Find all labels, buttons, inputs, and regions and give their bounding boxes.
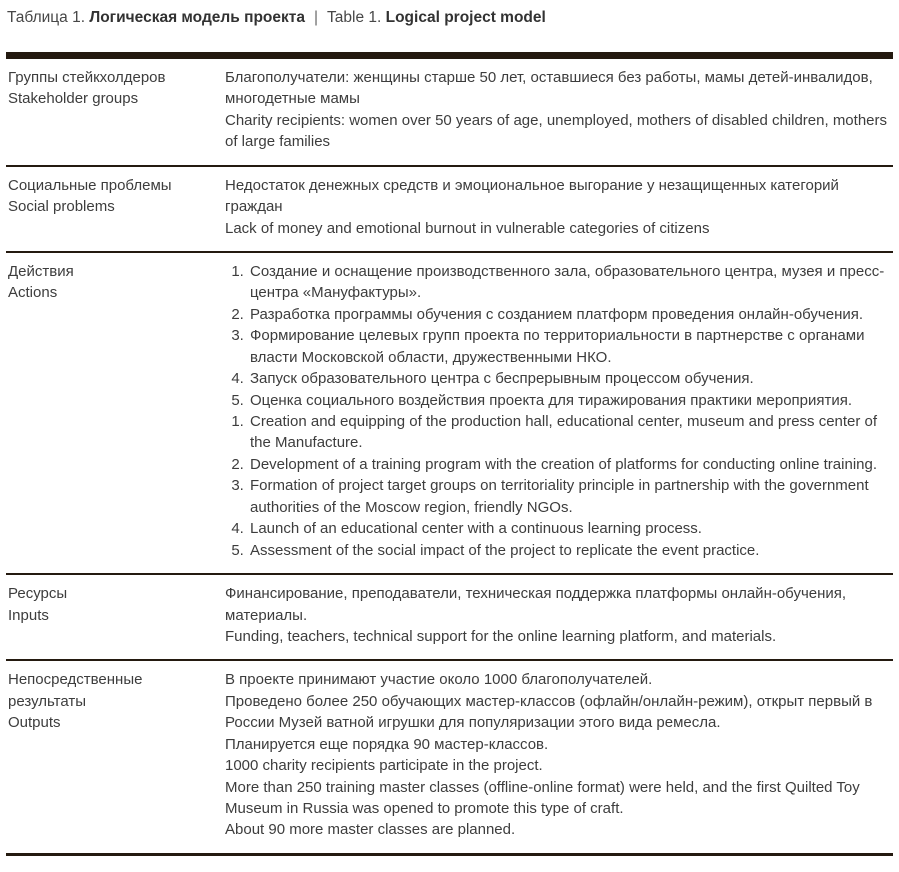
logical-model-table xyxy=(6,52,893,856)
table-row-inputs xyxy=(6,575,893,661)
content-paragraph-en: Lack of money and emotional burnout in vulnerable categories of citizens xyxy=(225,219,710,237)
row-label-cell xyxy=(6,261,225,561)
content-paragraph-ru: Финансирование, преподаватели, техническая поддержка платформы онлайн-обучения, материалы. xyxy=(225,585,847,624)
action-item-ru: 1. Создание и оснащение производственного зала, образовательного центра, музея и пресс-центра «Мануфактуры». xyxy=(248,261,891,304)
row-label-ru: Ресурсы xyxy=(8,585,68,603)
action-item-en: 5. Assessment of the social impact of the project to replicate the event practice. xyxy=(248,540,891,561)
content-paragraph-en: Funding, teachers, technical support for the online learning platform, and materials. xyxy=(225,627,777,645)
row-content-cell xyxy=(225,67,893,153)
caption-ru-title: Логическая модель проекта xyxy=(89,9,305,26)
caption-ru-prefix: Таблица 1. xyxy=(7,9,86,26)
caption-en-title: Logical project model xyxy=(385,9,546,26)
content-paragraph-ru: Недостаток денежных средств и эмоциональное выгорание у незащищенных категорий граждан xyxy=(225,176,839,216)
row-label-ru: Непосредственные результаты xyxy=(8,671,143,710)
caption-en-prefix: Table 1. xyxy=(327,9,382,26)
table-row-outputs xyxy=(6,661,893,856)
row-content-cell xyxy=(225,583,893,647)
row-label-cell xyxy=(6,67,225,153)
content-paragraph-ru: Проведено более 250 обучающих мастер-классов (офлайн/онлайн-режим), открыт первый в России Музей ватной игрушки для популяризации этого вида ремесла. xyxy=(225,692,873,732)
action-item-ru: 5. Оценка социального воздействия проекта для тиражирования практики мероприятия. xyxy=(248,390,891,411)
table-row-actions xyxy=(6,253,893,575)
row-content-cell xyxy=(225,669,893,841)
row-label-en: Social problems xyxy=(8,198,115,216)
actions-list-en xyxy=(225,411,891,561)
row-label-ru: Группы стейкхолдеров xyxy=(8,68,166,86)
content-paragraph-en: 1000 charity recipients participate in the project. xyxy=(225,757,543,775)
table-caption xyxy=(7,8,893,29)
action-item-en: 4. Launch of an educational center with a continuous learning process. xyxy=(248,518,891,539)
action-item-ru: 2. Разработка программы обучения с созданием платформ проведения онлайн-обучения. xyxy=(248,304,891,325)
content-paragraph-ru: Благополучатели: женщины старше 50 лет, оставшиеся без работы, мамы детей-инвалидов, многодетные мамы xyxy=(225,68,873,108)
content-paragraph-ru: В проекте принимают участие около 1000 благополучателей. xyxy=(225,671,653,689)
row-content-cell xyxy=(225,175,893,239)
caption-separator: | xyxy=(313,9,319,26)
row-label-cell xyxy=(6,583,225,647)
action-item-ru: 4. Запуск образовательного центра с беспрерывным процессом обучения. xyxy=(248,368,891,389)
content-paragraph-en: More than 250 training master classes (offline-online format) were held, and the first Quilted Toy Museum in Russia was opened to promote this type of craft. xyxy=(225,778,860,818)
content-paragraph-en: About 90 more master classes are planned. xyxy=(225,821,516,839)
row-label-en: Actions xyxy=(8,284,58,302)
table-row-social-problems xyxy=(6,167,893,253)
table-row-stakeholder-groups xyxy=(6,59,893,167)
actions-list-ru xyxy=(225,261,891,411)
row-label-en: Inputs xyxy=(8,606,49,624)
row-label-en: Outputs xyxy=(8,714,61,732)
content-paragraph-ru: Планируется еще порядка 90 мастер-классов. xyxy=(225,735,549,753)
row-label-en: Stakeholder groups xyxy=(8,90,139,108)
content-paragraph-en: Charity recipients: women over 50 years of age, unemployed, mothers of disabled children, mothers of large families xyxy=(225,111,887,151)
action-item-en: 2. Development of a training program with the creation of platforms for conducting online training. xyxy=(248,454,891,475)
action-item-en: 3. Formation of project target groups on territoriality principle in partnership with the government authorities of the Moscow region, friendly NGOs. xyxy=(248,475,891,518)
action-item-ru: 3. Формирование целевых групп проекта по территориальности в партнерстве с органами власти Московской области, дружественными НКО. xyxy=(248,325,891,368)
row-content-cell xyxy=(225,261,893,561)
row-label-cell xyxy=(6,669,225,841)
action-item-en: 1. Creation and equipping of the production hall, educational center, museum and press center of the Manufacture. xyxy=(248,411,891,454)
row-label-cell xyxy=(6,175,225,239)
row-label-ru: Социальные проблемы xyxy=(8,176,172,194)
row-label-ru: Действия xyxy=(8,262,74,280)
